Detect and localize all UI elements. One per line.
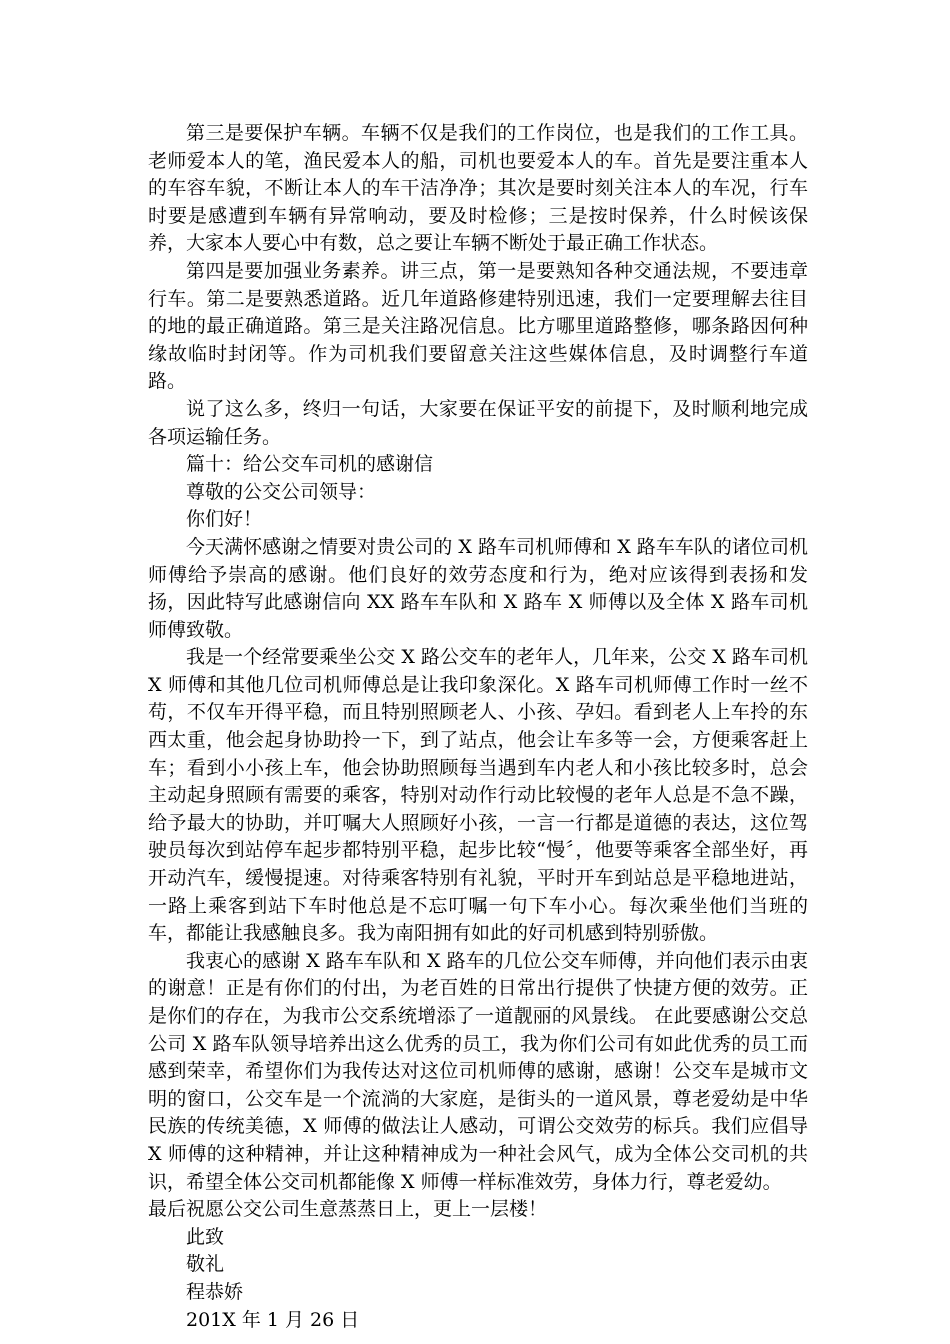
closing-ci-zhi: 此致 [186,1225,225,1248]
letter-paragraph-story: 我是一个经常要乘坐公交 X 路公交车的老年人，几年来，公交 X 路车司机 X 师傅和其他几位司机师傅总是让我印象深化。X 路车司机师傅工作时一丝不苟，不仅车开得平稳，而且特别照顾老人、小孩、孕妇。看到老人上车拎的东西太重，他会起身协助拎一下，到了站点，他会让车多等一会，方便乘客赶上车；看到小小孩上车，他会协助照顾每当遇到车内老人和小孩比较多时，总会主动起身照顾有需要的乘客，特别对动作行动比较慢的老年人总是不急不躁，给予最大的协助，并叮嘱大人照顾好小孩，一言一行都是道德的表达，这位驾驶员每次到站停车起步都特别平稳，起步比较“慢〞，他要等乘客全部坐好，再开动汽车，缓慢提速。对待乘客特别有礼貌，平时开车到站总是平稳地进站，一路上乘客到站下车时他总是不忘叮嘱一句下车小心。每次乘坐他们当班的车，都能让我感触良多。我为南阳拥有如此的好司机感到特别骄傲。 [148,646,808,945]
paragraph-business-skills: 第四是要加强业务素养。讲三点，第一是要熟知各种交通法规，不要违章行车。第二是要熟悉道路。近几年道路修建特别迅速，我们一定要理解去往目的地的最正确道路。第三是关注路况信息。比方哪里道路整修，哪条路因何种缘故临时封闭等。作为司机我们要留意关注这些媒体信息，及时调整行车道路。 [148,259,808,393]
signature-date: 201X 年 1 月 26 日 [186,1308,360,1331]
letter-paragraph-thanks: 我衷心的感谢 X 路车车队和 X 路车的几位公交车师傅，并向他们表示由衷的谢意！正是有你们的付出，为老百姓的日常出行提供了快捷方便的效劳。正是你们的存在，为我市公交系统增添了一道靓丽的风景线。 在此要感谢公交总公司 X 路车队领导培养出这么优秀的员工，我为你们公司有如此优秀的员工而感到荣幸，希望你们为我传达对这位司机师傅的感谢，感谢！公交车是城市文明的窗口，公交车是一个流淌的大家庭，是街头的一道风景，尊老爱幼是中华民族的传统美德，X 师傅的做法让人感动，可谓公交效劳的标兵。我们应倡导 X 师傅的这种精神，并让这种精神成为一种社会风气，成为全体公交司机的共识，希望全体公交司机都能像 X 师傅一样标准效劳，身体力行，尊老爱幼。 [148,949,808,1193]
letter-heading: 篇十：给公交车司机的感谢信 [186,453,434,476]
document-page [148,120,808,1334]
paragraph-summary: 说了这么多，终归一句话，大家要在保证平安的前提下，及时顺利地完成各项运输任务。 [148,397,808,448]
letter-paragraph-intro: 今天满怀感谢之情要对贵公司的 X 路车司机师傅和 X 路车车队的诸位司机师傅给予崇高的感谢。他们良好的效劳态度和行为，绝对应该得到表扬和发扬，因此特写此感谢信向 XX 路车车队和 X 路车 X 师傅以及全体 X 路车司机师傅致敬。 [148,535,808,641]
letter-greeting: 你们好！ [186,508,263,531]
letter-closing-wish: 最后祝愿公交公司生意蒸蒸日上，更上一层楼！ [148,1198,548,1221]
letter-salutation: 尊敬的公交公司领导： [186,480,377,503]
closing-jing-li: 敬礼 [186,1253,225,1276]
signature-name: 程恭娇 [186,1280,244,1303]
paragraph-protect-vehicle: 第三是要保护车辆。车辆不仅是我们的工作岗位，也是我们的工作工具。老师爱本人的笔，渔民爱本人的船，司机也要爱本人的车。首先是要注重本人的车容车貌，不断让本人的车干洁净净；其次是要时刻关注本人的车况，行车时要是感遭到车辆有异常响动，要及时检修；三是按时保养，什么时候该保养，大家本人要心中有数，总之要让车辆不断处于最正确工作状态。 [148,122,808,255]
